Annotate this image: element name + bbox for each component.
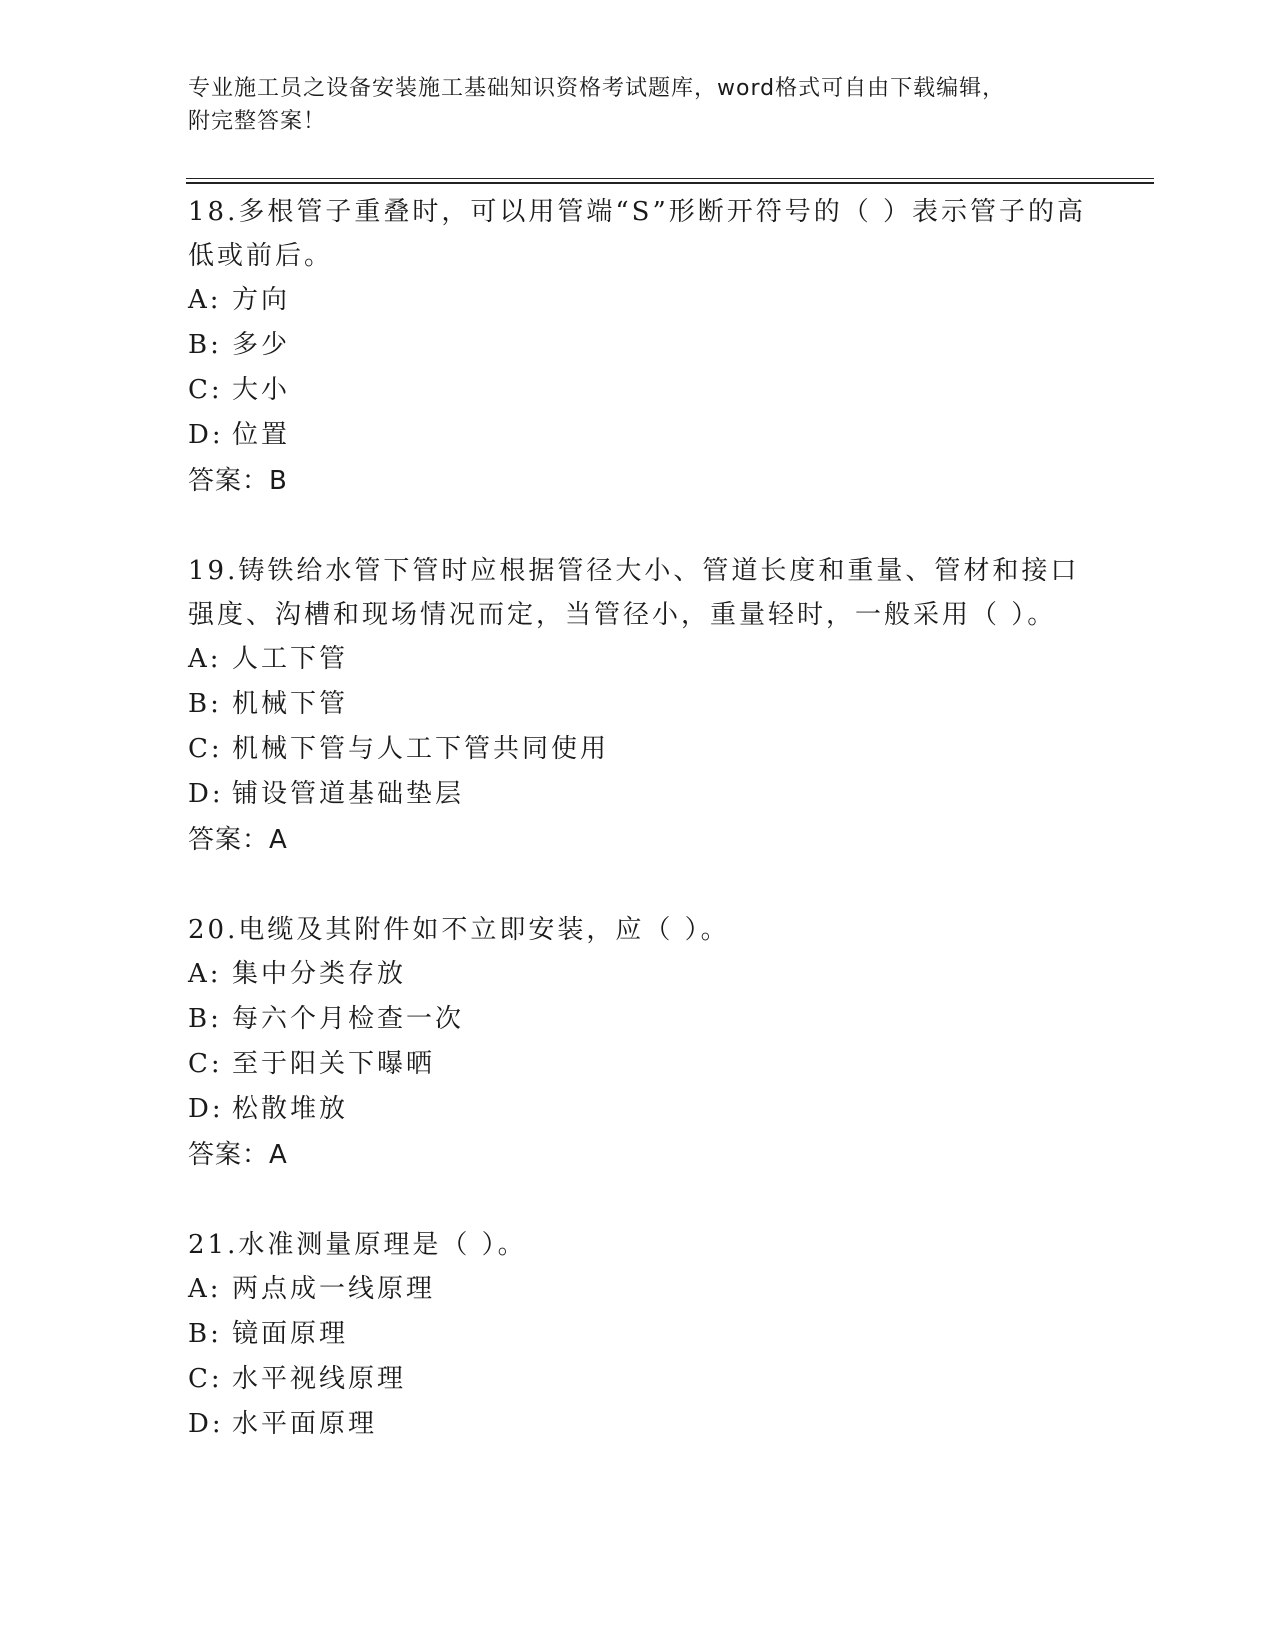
option-b xyxy=(188,682,1088,727)
question-list xyxy=(188,190,1088,1447)
option-letter: C: xyxy=(188,734,223,764)
question-19 xyxy=(188,549,1088,863)
option-d xyxy=(188,772,1088,817)
option-text: 方向 xyxy=(232,285,291,315)
question-spacer xyxy=(188,863,1088,908)
option-letter: C: xyxy=(188,375,223,405)
question-20 xyxy=(188,908,1088,1178)
question-21 xyxy=(188,1223,1088,1447)
question-text: 20.电缆及其附件如不立即安装，应（ ）。 xyxy=(188,915,730,945)
option-letter: D: xyxy=(188,1409,224,1439)
option-text: 至于阳关下曝晒 xyxy=(232,1049,436,1079)
option-text: 每六个月检查一次 xyxy=(232,1004,465,1034)
option-c xyxy=(188,727,1088,772)
option-d xyxy=(188,1402,1088,1447)
option-letter: A: xyxy=(188,285,222,315)
option-a xyxy=(188,278,1088,323)
option-text: 位置 xyxy=(232,420,291,450)
option-letter: D: xyxy=(188,1094,224,1124)
option-letter: C: xyxy=(188,1364,223,1394)
option-c xyxy=(188,368,1088,413)
option-text: 大小 xyxy=(232,375,291,405)
question-text: 18.多根管子重叠时，可以用管端“S”形断开符号的（ ）表示管子的高低或前后。 xyxy=(188,197,1087,271)
option-a xyxy=(188,637,1088,682)
option-b xyxy=(188,1312,1088,1357)
header-line-1: 专业施工员之设备安装施工基础知识资格考试题库，word格式可自由下载编辑， xyxy=(188,76,1006,101)
option-d xyxy=(188,413,1088,458)
header-divider-thin xyxy=(186,178,1154,179)
option-text: 水平视线原理 xyxy=(232,1364,407,1394)
option-text: 机械下管 xyxy=(232,689,349,719)
answer-line: 答案：A xyxy=(188,825,288,855)
option-a xyxy=(188,1267,1088,1312)
option-text: 松散堆放 xyxy=(232,1094,349,1124)
option-text: 集中分类存放 xyxy=(232,959,407,989)
question-spacer xyxy=(188,1178,1088,1223)
option-c xyxy=(188,1357,1088,1402)
question-text: 21.水准测量原理是（ ）。 xyxy=(188,1230,527,1260)
answer-line: 答案：B xyxy=(188,466,288,496)
option-b xyxy=(188,997,1088,1042)
header-line-2: 附完整答案！ xyxy=(188,109,327,134)
option-text: 铺设管道基础垫层 xyxy=(232,779,465,809)
question-18 xyxy=(188,190,1088,504)
option-letter: B: xyxy=(188,689,222,719)
header-divider-thick xyxy=(186,182,1154,184)
option-d xyxy=(188,1087,1088,1132)
question-text: 19.铸铁给水管下管时应根据管径大小、管道长度和重量、管材和接口强度、沟槽和现场情况而定，当管径小，重量轻时，一般采用（ ）。 xyxy=(188,556,1080,630)
option-letter: A: xyxy=(188,1274,222,1304)
option-text: 两点成一线原理 xyxy=(232,1274,436,1304)
answer-line: 答案：A xyxy=(188,1140,288,1170)
option-letter: A: xyxy=(188,959,222,989)
option-letter: C: xyxy=(188,1049,223,1079)
document-header xyxy=(188,72,1088,138)
option-text: 机械下管与人工下管共同使用 xyxy=(232,734,610,764)
option-letter: D: xyxy=(188,779,224,809)
option-letter: B: xyxy=(188,330,222,360)
option-a xyxy=(188,952,1088,997)
option-text: 水平面原理 xyxy=(232,1409,378,1439)
option-letter: B: xyxy=(188,1004,222,1034)
question-spacer xyxy=(188,504,1088,549)
option-c xyxy=(188,1042,1088,1087)
option-text: 人工下管 xyxy=(232,644,349,674)
option-text: 多少 xyxy=(232,330,291,360)
option-text: 镜面原理 xyxy=(232,1319,349,1349)
option-letter: B: xyxy=(188,1319,222,1349)
option-letter: D: xyxy=(188,420,224,450)
option-b xyxy=(188,323,1088,368)
option-letter: A: xyxy=(188,644,222,674)
